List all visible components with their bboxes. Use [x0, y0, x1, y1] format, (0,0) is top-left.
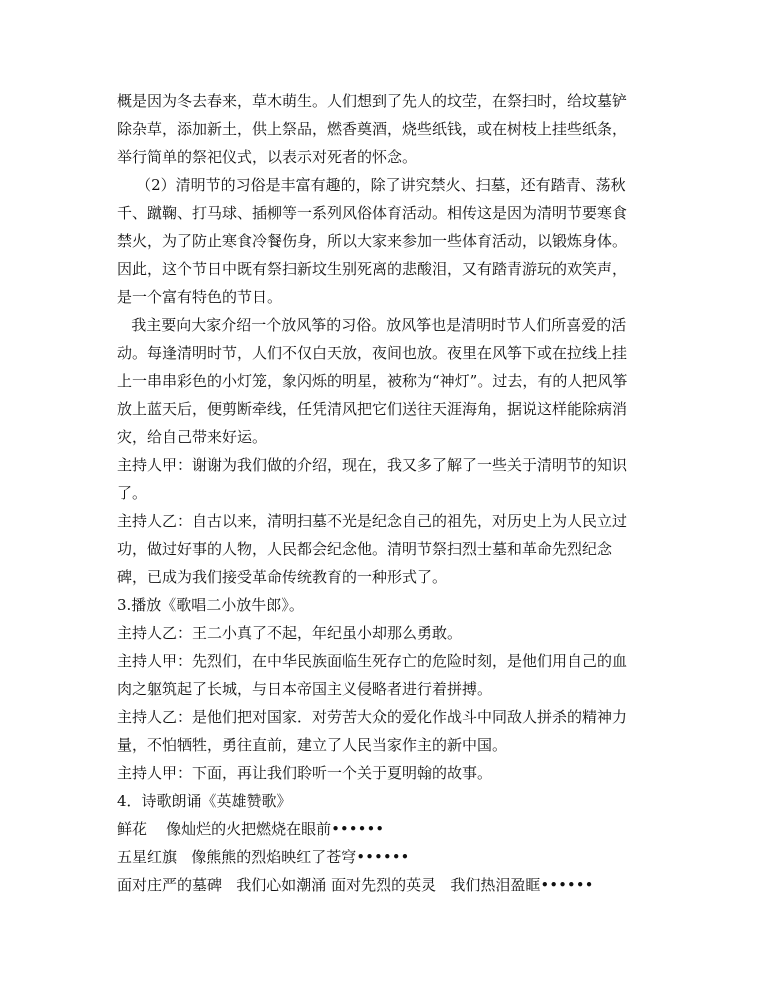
text-line: 鲜花 像灿烂的火把燃烧在眼前•••••• [117, 820, 385, 838]
text-line: 面对庄严的墓碑 我们心如潮涌 面对先烈的英灵 我们热泪盈眶•••••• [117, 876, 594, 894]
text-line: 主持人甲：谢谢为我们做的介绍，现在，我又多了解了一些关于清明节的知识 [117, 456, 628, 474]
text-line: 主持人乙：王二小真了不起，年纪虽小却那么勇敢。 [117, 624, 463, 642]
text-line: 主持人甲：下面，再让我们聆听一个关于夏明翰的故事。 [117, 764, 493, 782]
text-line: 是一个富有特色的节日。 [117, 288, 283, 306]
text-line: 我主要向大家介绍一个放风筝的习俗。放风筝也是清明时节人们所喜爱的活 [117, 316, 627, 334]
text-line: 因此，这个节日中既有祭扫新坟生别死离的悲酸泪，又有踏青游玩的欢笑声， [117, 260, 628, 278]
text-line: 4．诗歌朗诵《英雄赞歌》 [117, 792, 292, 810]
text-line: 千、蹴鞠、打马球、插柳等一系列风俗体育活动。相传这是因为清明节要寒食 [117, 204, 628, 222]
text-line: 动。每逢清明时节，人们不仅白天放，夜间也放。夜里在风筝下或在拉线上挂 [117, 344, 628, 362]
text-line: 肉之躯筑起了长城，与日本帝国主义侵略者进行着拼搏。 [117, 680, 493, 698]
text-line: 禁火，为了防止寒食冷餐伤身，所以大家来参加一些体育活动，以锻炼身体。 [117, 232, 628, 250]
text-line: 了。 [117, 484, 148, 502]
text-line: 功，做过好事的人物，人民都会纪念他。清明节祭扫烈士墓和革命先烈纪念 [117, 540, 613, 558]
text-line: 3.播放《歌唱二小放牛郎》。 [117, 596, 304, 614]
text-line: 放上蓝天后，便剪断牵线，任凭清风把它们送往天涯海角，据说这样能除病消 [117, 400, 628, 418]
text-line: 主持人乙：是他们把对国家．对劳苦大众的爱化作战斗中同敌人拼杀的精神力 [117, 708, 628, 726]
text-line: 主持人乙：自古以来，清明扫墓不光是纪念自己的祖先，对历史上为人民立过 [117, 512, 628, 530]
text-line: 除杂草，添加新土，供上祭品，燃香奠酒，烧些纸钱，或在树枝上挂些纸条， [117, 120, 628, 138]
text-line: 量，不怕牺牲，勇往直前，建立了人民当家作主的新中国。 [117, 736, 508, 754]
text-line: 五星红旗 像熊熊的烈焰映红了苍穹•••••• [117, 848, 410, 866]
text-line: 概是因为冬去春来，草木萌生。人们想到了先人的坟茔，在祭扫时，给坟墓铲 [117, 92, 628, 110]
text-line: 灾，给自己带来好运。 [117, 428, 268, 446]
text-line: （2）清明节的习俗是丰富有趣的，除了讲究禁火、扫墓，还有踏青、荡秋 [117, 176, 626, 194]
text-line: 主持人甲：先烈们，在中华民族面临生死存亡的危险时刻，是他们用自己的血 [117, 652, 628, 670]
text-line: 碑，已成为我们接受革命传统教育的一种形式了。 [117, 568, 448, 586]
text-line: 上一串串彩色的小灯笼，象闪烁的明星，被称为“神灯”。过去，有的人把风筝 [117, 372, 628, 390]
text-line: 举行简单的祭祀仪式，以表示对死者的怀念。 [117, 148, 418, 166]
